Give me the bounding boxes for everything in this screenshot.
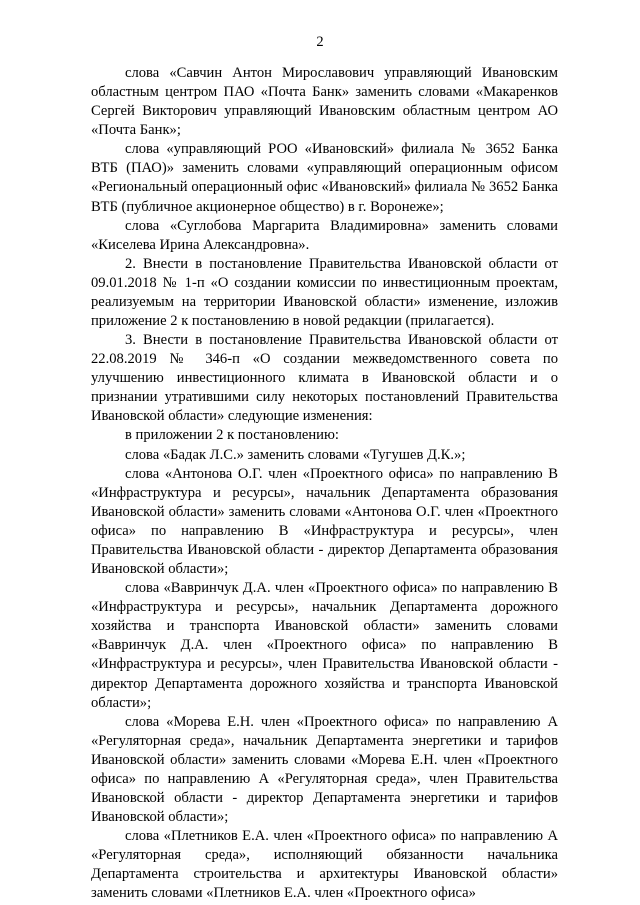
- paragraph-5: 3. Внести в постановление Правительства Ивановской области от 22.08.2019 № 346-п «О создании межведомственного совета по улучшению инвестиционного климата в Ивановской области и о признании утратившими силу некоторых постановлений Правительства Ивановской области» следующие изменения:: [91, 332, 558, 425]
- paragraph-3: слова «Суглобова Маргарита Владимировна» заменить словами «Киселева Ирина Александровна».: [91, 217, 558, 253]
- paragraph-6: в приложении 2 к постановлению:: [125, 427, 339, 444]
- paragraph-11: слова «Плетников Е.А. член «Проектного офиса» по направлению А «Регуляторная среда», исполняющий обязанности начальника Департамента строительства и архитектуры Ивановской области» заменить словами «Плетников Е.А. член «Проектного офиса»: [91, 828, 558, 902]
- paragraph-7: слова «Бадак Л.С.» заменить словами «Тугушев Д.К.»;: [125, 446, 466, 463]
- paragraph-9: слова «Вавринчук Д.А. член «Проектного офиса» по направлению В «Инфраструктура и ресурсы», начальник Департамента дорожного хозяйства и транспорта Ивановской области» заменить словами «Вавринчук Д.А. член «Проектного офиса» по направлению В «Инфраструктура и ресурсы», член Правительства Ивановской области - директор Департамента дорожного хозяйства и транспорта Ивановской области»;: [91, 580, 558, 711]
- paragraph-1: слова «Савчин Антон Мирославович управляющий Ивановским областным центром ПАО «Почта Банк» заменить словами «Макаренков Сергей Викторович управляющий Ивановским областным центром АО «Почта Банк»;: [91, 65, 558, 139]
- paragraph-2: слова «управляющий РОО «Ивановский» филиала № 3652 Банка ВТБ (ПАО)» заменить словами «управляющий операционным офисом «Региональный операционный офис «Ивановский» филиала № 3652 Банка ВТБ (публичное акционерное общество) в г. Воронеже»;: [91, 141, 558, 215]
- paragraph-8: слова «Антонова О.Г. член «Проектного офиса» по направлению В «Инфраструктура и ресурсы», начальник Департамента образования Ивановской области» заменить словами «Антонова О.Г. член «Проектного офиса» по направлению В «Инфраструктура и ресурсы», член Правительства Ивановской области - директор Департамента образования Ивановской области»;: [91, 465, 558, 578]
- paragraph-10: слова «Морева Е.Н. член «Проектного офиса» по направлению А «Регуляторная среда», начальник Департамента энергетики и тарифов Ивановской области» заменить словами «Морева Е.Н. член «Проектного офиса» по направлению А «Регуляторная среда», член Правительства Ивановской области - директор Департамента энергетики и тарифов Ивановской области»;: [91, 713, 558, 826]
- paragraph-4: 2. Внести в постановление Правительства Ивановской области от 09.01.2018 № 1-п «О создании комиссии по инвестиционным проектам, реализуемым на территории Ивановской области» изменение, изложив приложение 2 к постановлению в новой редакции (прилагается).: [91, 255, 558, 330]
- page-number: 2: [316, 34, 324, 50]
- document-body: [91, 64, 558, 903]
